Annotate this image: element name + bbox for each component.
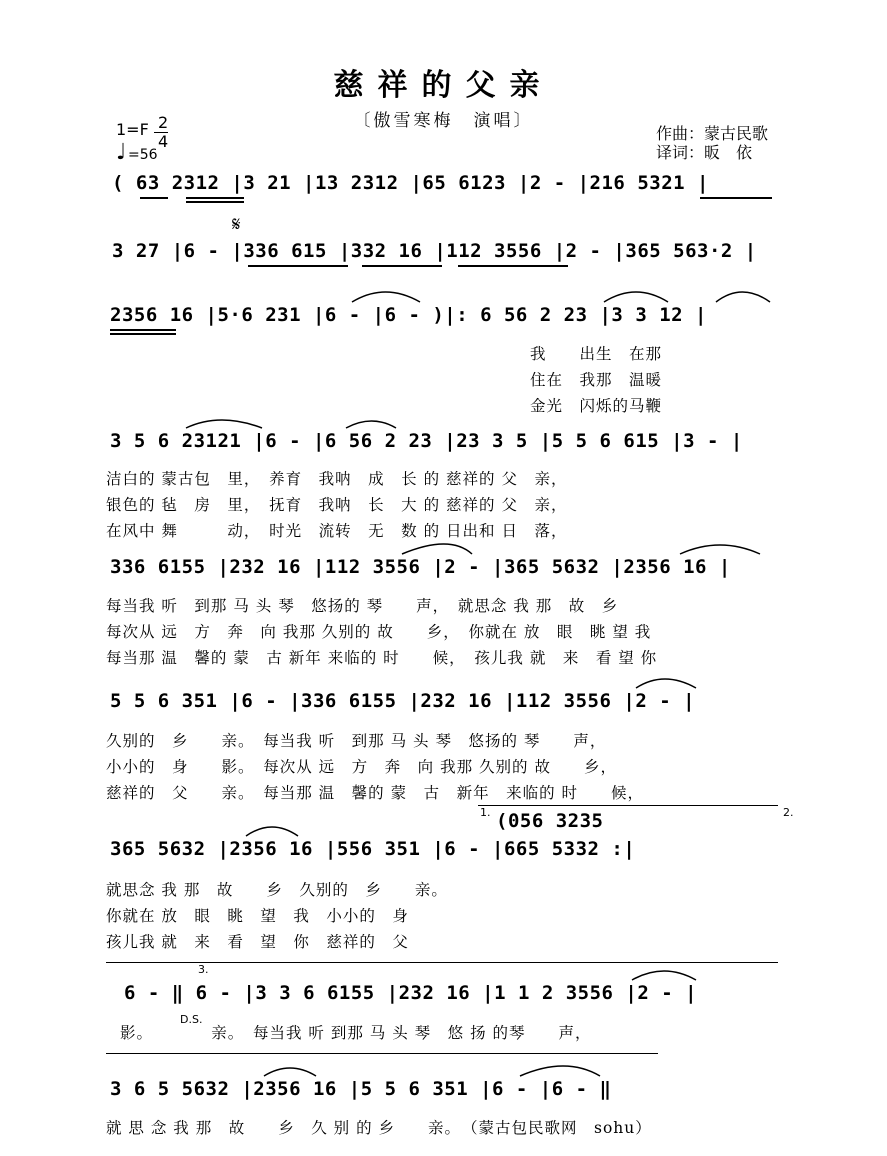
lyric-line-3-verse-2: 住在 我那 温暖 [530, 371, 663, 389]
notation-line-2: 3 27 |6 - |336 615 |332 16 |112 3556 |2 - |365 563·2 | [112, 240, 757, 262]
slur-mark [636, 679, 696, 688]
lyric-line-5-verse-1: 每当我 听 到那 马 头 琴 悠扬的 琴 声， 就思念 我 那 故 乡 [106, 597, 619, 615]
lyric-line-9: 就 思 念 我 那 故 乡 久 别 的 乡 亲。 （蒙古包民歌网 sohu） [106, 1119, 652, 1137]
time-signature-top: 2 [158, 113, 169, 132]
lyric-line-4-verse-1: 洁白的 蒙古包 里， 养育 我呐 成 长 的 慈祥的 父 亲， [106, 470, 568, 488]
notation-line-7: 365 5632 |2356 16 |556 351 |6 - |665 5332 :| [110, 838, 636, 860]
composer-credit: 作曲：蒙古民歌 [656, 124, 769, 143]
time-signature-bottom: 4 [158, 132, 169, 151]
lyric-line-3-verse-1: 我 出生 在那 [530, 345, 663, 363]
lyric-line-7-verse-2: 你就在 放 眼 眺 望 我 小小的 身 [106, 907, 409, 925]
lyric-line-6-verse-3: 慈祥的 父 亲。 每当那 温 馨的 蒙 古 新年 来临的 时 候， [106, 784, 645, 802]
lyric-line-7-verse-3: 孩儿我 就 来 看 望 你 慈祥的 父 [106, 933, 409, 951]
slur-mark [402, 544, 472, 554]
dal-segno-marking: D.S. [180, 1013, 203, 1026]
volta-2-label: 2. [783, 806, 794, 819]
slur-mark [604, 292, 668, 302]
aside-phrase: (056 3235 [496, 810, 604, 832]
slur-mark [264, 1068, 316, 1076]
lyric-line-4-verse-2: 银色的 毡 房 里， 抚育 我呐 长 大 的 慈祥的 父 亲， [106, 496, 568, 514]
notation-line-5: 336 6155 |232 16 |112 3556 |2 - |365 5632 |2356 16 | [110, 556, 731, 578]
slur-mark [520, 1066, 600, 1076]
lyric-line-5-verse-3: 每当那 温 馨的 蒙 古 新年 来临的 时 候， 孩儿我 就 来 看 望 你 [106, 649, 658, 667]
quarter-note-icon: ♩ [116, 140, 127, 165]
lyricist-credit: 译词：昄 依 [656, 143, 753, 162]
segno-icon: 𝄋 [232, 212, 241, 236]
slur-mark [632, 971, 696, 980]
notation-line-8: 6 - ‖ 6 - |3 3 6 6155 |232 16 |1 1 2 3556 |2 - | [124, 982, 698, 1004]
key-signature: 1=F [116, 120, 149, 139]
slur-mark [352, 292, 420, 302]
song-title: 慈祥的父亲 [333, 68, 554, 103]
lyric-line-3-verse-3: 金光 闪烁的马鞭 [530, 397, 663, 415]
notation-line-4: 3 5 6 23121 |6 - |6 56 2 23 |23 3 5 |5 5 6 615 |3 - | [110, 430, 743, 452]
lyric-line-7-verse-1: 就思念 我 那 故 乡 久别的 乡 亲。 [106, 881, 448, 899]
performer-credit: 〔傲雪寒梅 演唱〕 [353, 111, 534, 131]
volta-1-label: 1. [480, 806, 491, 819]
lyric-line-8: 影。 亲。 每当我 听 到那 马 头 琴 悠 扬 的琴 声， [120, 1024, 592, 1042]
slur-mark [186, 420, 262, 428]
notation-line-3: 2356 16 |5·6 231 |6 - |6 - )|: 6 56 2 23 |3 3 12 | [110, 304, 707, 326]
notation-line-1: ( 63 2312 |3 21 |13 2312 |65 6123 |2 - |216 5321 | [112, 172, 709, 194]
slur-mark [246, 827, 298, 836]
tempo-marking: =56 [128, 147, 158, 163]
lyric-line-6-verse-1: 久别的 乡 亲。 每当我 听 到那 马 头 琴 悠扬的 琴 声， [106, 732, 607, 750]
volta-3-label: 3. [198, 963, 209, 976]
notation-line-6: 5 5 6 351 |6 - |336 6155 |232 16 |112 3556 |2 - | [110, 690, 696, 712]
slur-mark [680, 545, 760, 554]
notation-line-9: 3 6 5 5632 |2356 16 |5 5 6 351 |6 - |6 - ‖ [110, 1078, 612, 1100]
lyric-line-5-verse-2: 每次从 远 方 奔 向 我那 久别的 故 乡， 你就在 放 眼 眺 望 我 [106, 623, 652, 641]
slur-mark [716, 292, 770, 302]
lyric-line-4-verse-3: 在风中 舞 动， 时光 流转 无 数 的 日出和 日 落， [106, 522, 568, 540]
slur-mark [346, 421, 396, 428]
lyric-line-6-verse-2: 小小的 身 影。 每次从 远 方 奔 向 我那 久别的 故 乡， [106, 758, 617, 776]
